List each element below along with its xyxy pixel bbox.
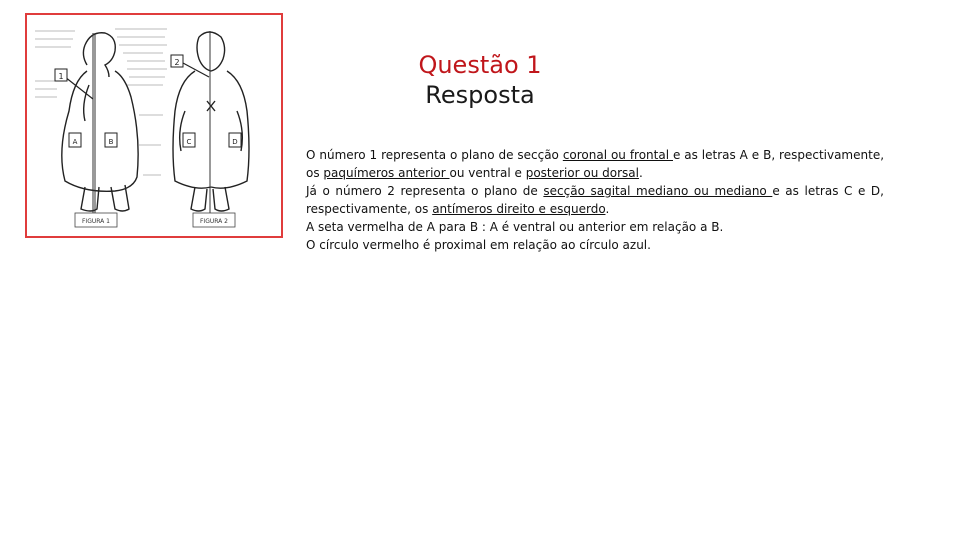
p1-underlined-anterior: paquímeros anterior [323,166,450,180]
caption-figure-1: FIGURA 1 [81,218,111,225]
arrow-2 [183,63,209,77]
faint-background-text [35,29,167,175]
p2-text-b: e as letras C e D, respectivamente, os [306,184,884,216]
answer-text [306,146,884,254]
question-title: Questão 1 [418,51,542,79]
p2-text-c: . [605,202,610,216]
answer-paragraph-1 [306,146,884,182]
answer-paragraph-2 [306,182,884,218]
p1-text-a: O número 1 representa o plano de secção [306,148,563,162]
answer-subtitle: Resposta [425,81,535,109]
p2-text-a: Já o número 2 representa o plano de [306,184,544,198]
title-block [380,50,580,110]
anatomy-illustration [27,15,281,236]
p1-underlined-posterior: posterior ou dorsal [525,166,639,180]
label-d: D [232,138,238,146]
figure-1-drawing [62,33,138,211]
p1-text-d: . [638,166,643,180]
p2-underlined-antimeros: antímeros direito e esquerdo [432,202,606,216]
p1-underlined-coronal: coronal ou frontal [562,148,673,162]
figure-2-drawing [173,32,249,211]
label-2: 2 [174,58,180,67]
p1-text-b: e as letras A e B, respectivamente, os [306,148,885,180]
label-c: C [186,138,192,146]
answer-paragraph-3: A seta vermelha de A para B : A é ventral ou anterior em relação a B. [306,220,724,234]
p1-text-c: ou ventral e [449,166,526,180]
answer-paragraph-4: O círculo vermelho é proximal em relação ao círculo azul. [306,238,651,252]
p2-underlined-sagittal: secção sagital mediano ou mediano [543,184,773,198]
label-1: 1 [58,72,64,81]
anatomy-figure [25,13,283,238]
caption-figure-2: FIGURA 2 [199,218,229,225]
label-b: B [108,138,114,146]
label-a: A [72,138,78,146]
